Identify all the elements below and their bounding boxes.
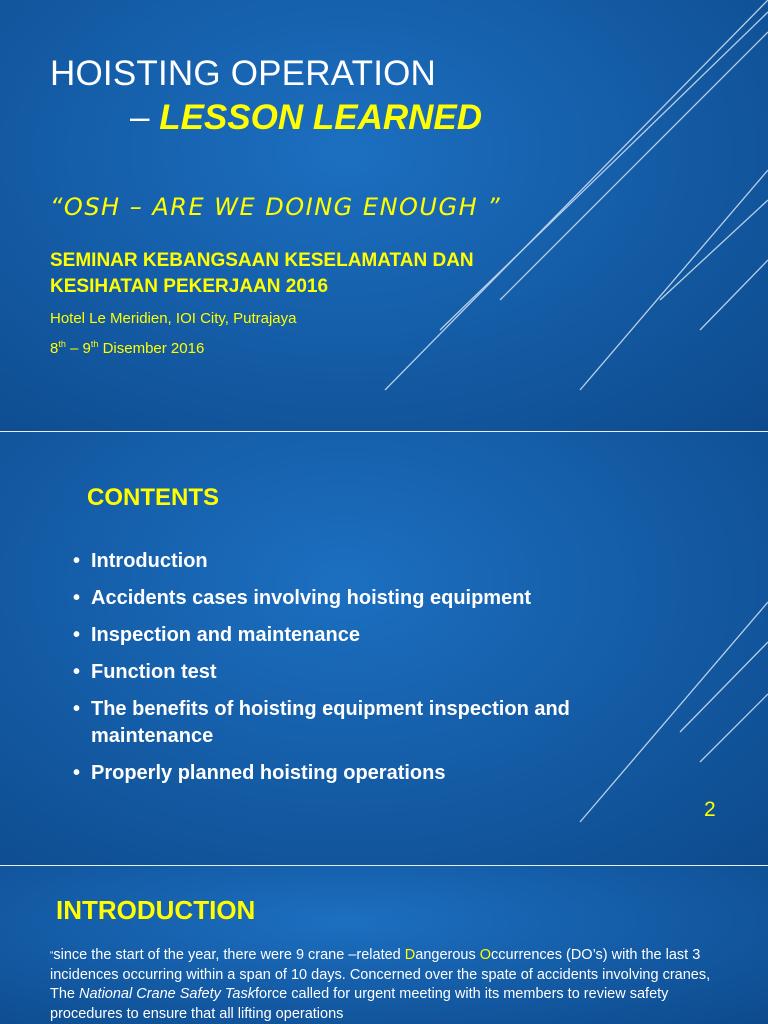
open-quote: “: [50, 950, 54, 961]
bullet: •: [73, 550, 81, 572]
list-item-label: Function test: [91, 661, 217, 683]
highlight-letter: O: [479, 947, 492, 963]
date-start-suffix: th: [58, 339, 66, 349]
taskforce-name: National Crane Safety Task: [79, 986, 255, 1002]
title-slide: [0, 0, 768, 432]
body-text: ccurrences (DO’s) with the last 3 incidences occurring within a span of 10 days. Concerned over the spate of accidents involving cranes, The: [50, 947, 711, 1002]
tagline-quote: “OSH – ARE WE DOING ENOUGH ”: [50, 193, 502, 221]
slide-title: INTRODUCTION: [56, 895, 256, 925]
contents-list: [73, 548, 633, 797]
list-item: [73, 622, 633, 649]
list-item: [73, 659, 633, 686]
list-item-label: Inspection and maintenance: [91, 624, 360, 646]
introduction-slide: [0, 866, 768, 1024]
list-item-label: Accidents cases involving hoisting equipment: [91, 587, 532, 609]
list-item-label: Properly planned hoisting operations: [91, 762, 446, 784]
intro-paragraph: [50, 946, 720, 1024]
slide-title: CONTENTS: [87, 484, 219, 511]
list-item-label: The benefits of hoisting equipment inspection and maintenance: [91, 698, 570, 747]
venue: Hotel Le Meridien, IOI City, Putrajaya: [50, 310, 297, 327]
date-rest: Disember 2016: [98, 340, 205, 357]
seminar-name: SEMINAR KEBANGSAAN KESELAMATAN DAN KESIHATAN PEKERJAAN 2016: [50, 250, 474, 297]
list-item-label: Introduction: [91, 550, 208, 572]
body-text: angerous: [415, 947, 480, 963]
date-separator: – 9: [65, 340, 91, 357]
slide-title: HOISTING OPERATION: [50, 54, 437, 93]
list-item: [73, 585, 633, 612]
event-date: [50, 339, 204, 357]
date-start: 8: [50, 340, 59, 357]
date-end-suffix: th: [90, 339, 99, 349]
bullet: •: [73, 698, 81, 720]
bullet: •: [73, 762, 81, 784]
bullet: •: [73, 587, 81, 609]
list-item: [73, 696, 633, 750]
highlight-letter: D: [404, 947, 416, 963]
title-emphasis: LESSON LEARNED: [159, 98, 483, 137]
bullet: •: [73, 624, 81, 646]
title-dash: –: [130, 98, 160, 137]
body-text: force called for urgent meeting with its members to review safety procedures to ensure that all lifting operations: [50, 986, 669, 1022]
contents-slide: [0, 432, 768, 866]
body-text: since the start of the year, there were 9 crane –: [53, 947, 357, 963]
page-number: 2: [704, 798, 716, 821]
slide-subtitle: [130, 98, 482, 138]
body-text: related: [356, 947, 405, 963]
list-item: [73, 760, 633, 787]
bullet: •: [73, 661, 81, 683]
list-item: [73, 548, 633, 575]
